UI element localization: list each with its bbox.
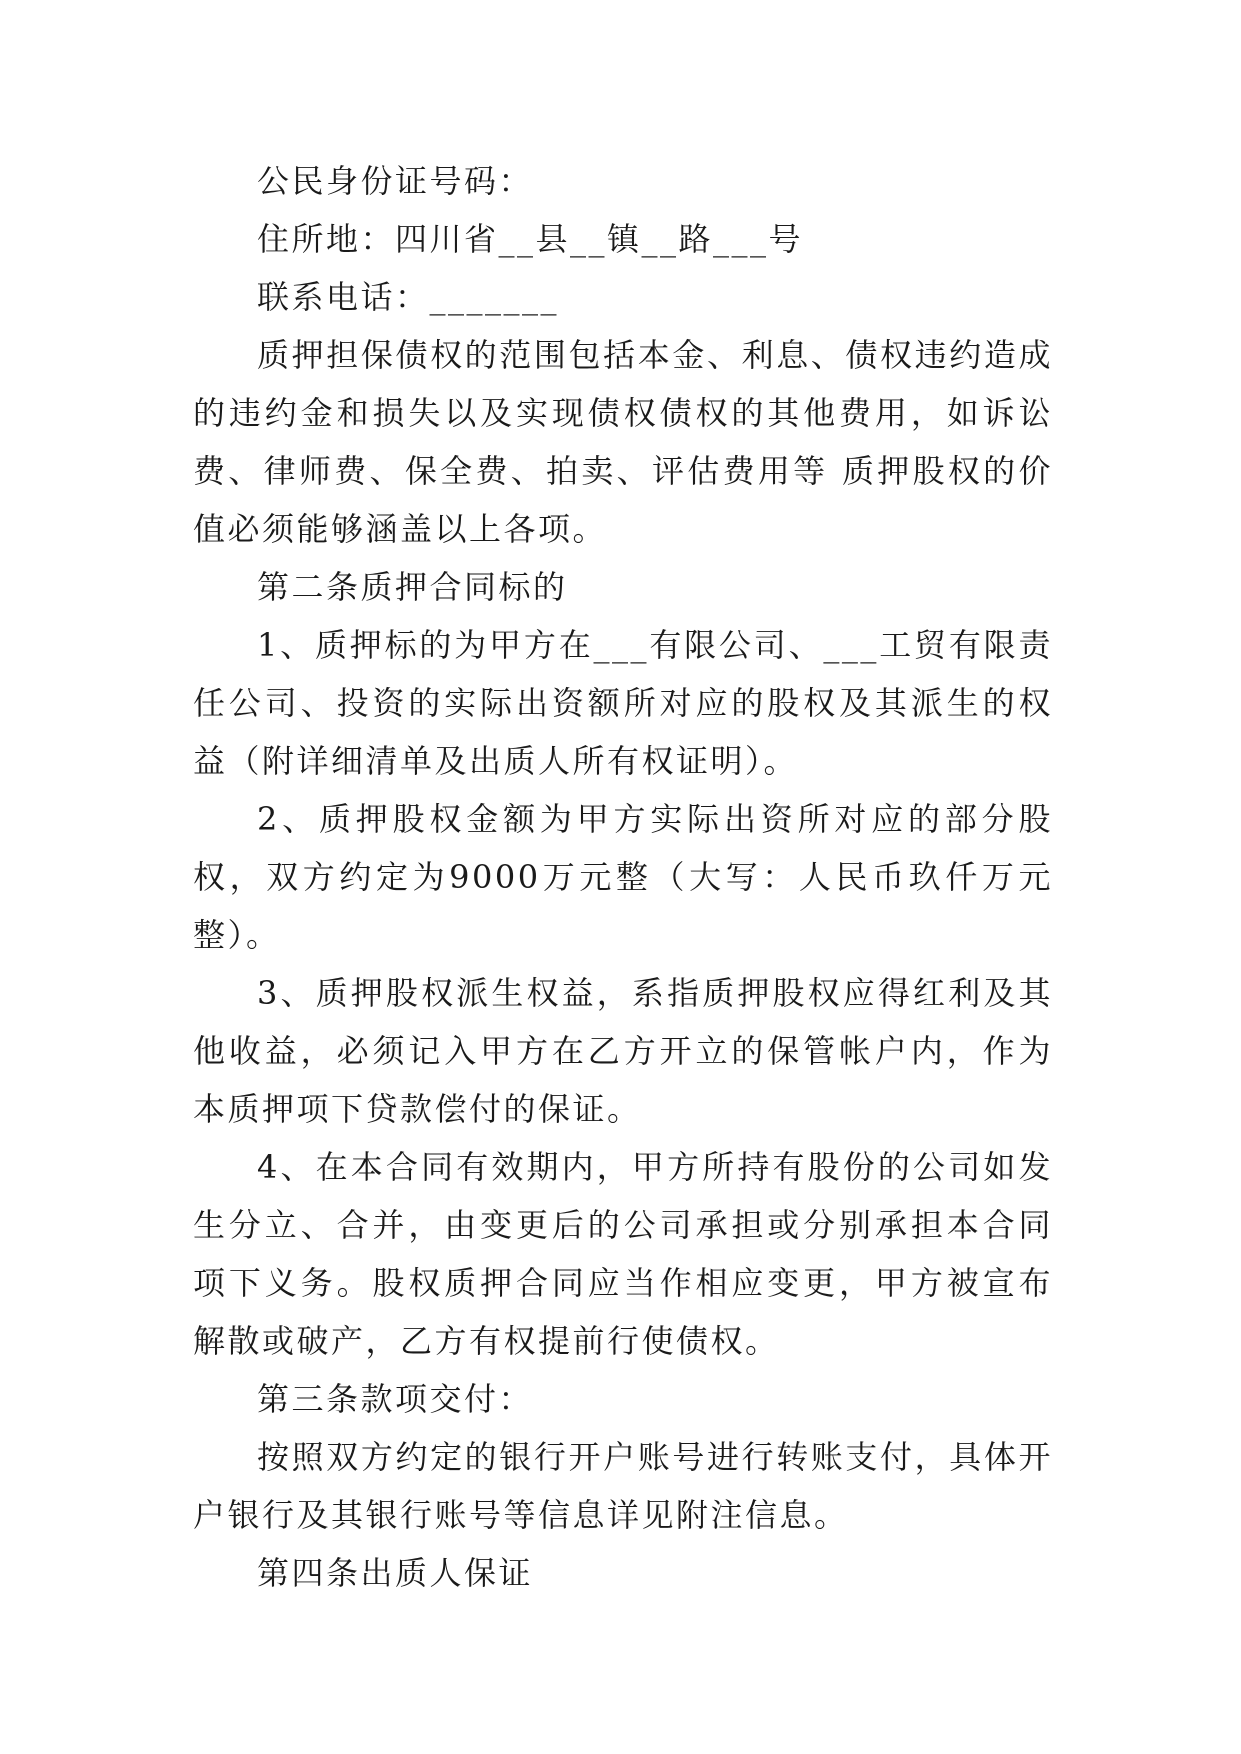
article-4-heading: 第四条出质人保证	[257, 1554, 534, 1592]
guarantee-scope-paragraph: 质押担保债权的范围包括本金、利息、债权违约造成的违约金和损失以及实现债权债权的其他费用，如诉讼费、律师费、保全费、拍卖、评估费用等 质押股权的价值必须能够涵盖以上各项。	[193, 336, 1053, 548]
article-2-clause-4: 4、在本合同有效期内，甲方所持有股份的公司如发生分立、合并，由变更后的公司承担或分别承担本合同项下义务。股权质押合同应当作相应变更，甲方被宣布解散或破产，乙方有权提前行使债权。	[193, 1148, 1053, 1360]
article-2-clause-2: 2、质押股权金额为甲方实际出资所对应的部分股权，双方约定为9000万元整（大写：人民币玖仟万元整）。	[193, 800, 1053, 954]
document-body	[193, 152, 1053, 1602]
article-3-heading: 第三条款项交付：	[257, 1380, 534, 1418]
id-number-line: 公民身份证号码：	[257, 162, 534, 200]
article-3-body: 按照双方约定的银行开户账号进行转账支付，具体开户银行及其银行账号等信息详见附注信息。	[193, 1438, 1053, 1534]
article-2-heading: 第二条质押合同标的	[257, 568, 568, 606]
article-2-clause-3: 3、质押股权派生权益，系指质押股权应得红利及其他收益，必须记入甲方在乙方开立的保管帐户内，作为本质押项下贷款偿付的保证。	[193, 974, 1053, 1128]
article-2-clause-1: 1、质押标的为甲方在___有限公司、___工贸有限责任公司、投资的实际出资额所对应的股权及其派生的权益（附详细清单及出质人所有权证明）。	[193, 626, 1053, 780]
address-line: 住所地：四川省__县__镇__路___号	[257, 220, 804, 258]
phone-line: 联系电话：_______	[257, 278, 560, 316]
